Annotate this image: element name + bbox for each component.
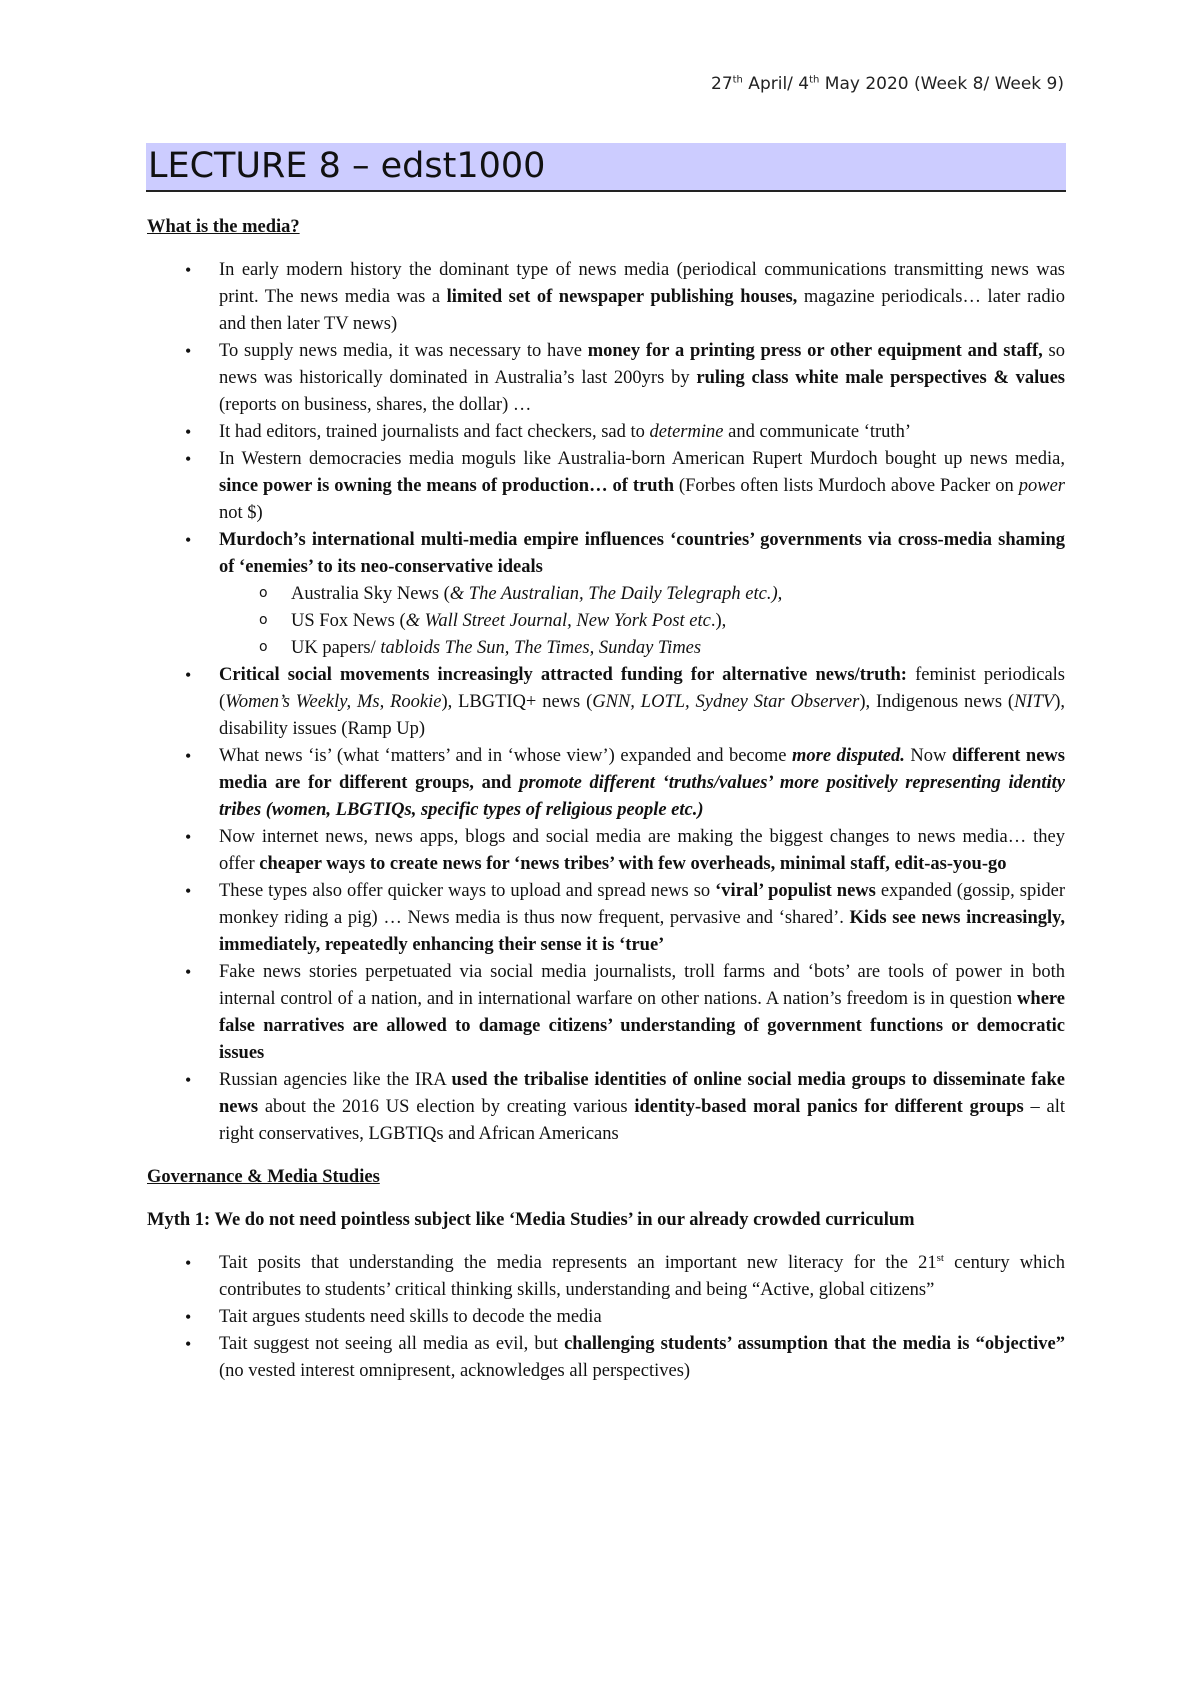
bold-run: Murdoch’s international multi-media empire influences ‘countries’ governments via cross-media shaming of ‘enemies’ to its neo-conservative ideals — [219, 530, 1065, 577]
document-body — [147, 214, 1065, 1401]
italic-run: power — [1018, 476, 1065, 496]
italic-run: GNN, LOTL, Sydney Star Observer — [592, 692, 860, 712]
italic-run: determine — [649, 422, 724, 442]
italic-run: Women’s Weekly, Ms, Rookie — [225, 692, 442, 712]
bullet-item — [147, 1331, 1065, 1385]
bold-run: identity-based moral panics for different groups — [634, 1097, 1024, 1117]
text-run: magazine periodicals… later radio and then later TV news) — [219, 287, 1066, 334]
text-run: (no vested interest omnipresent, acknowledges all perspectives) — [219, 1361, 691, 1381]
bullet-item — [147, 419, 1065, 446]
text-run: century which contributes to students’ critical thinking skills, understanding and being “Active, global citizens” — [219, 1253, 1065, 1300]
bullet-item — [147, 527, 1065, 662]
bullet-item — [147, 338, 1065, 419]
title-bar — [146, 143, 1066, 192]
page-title: LECTURE 8 – edst1000 — [148, 146, 546, 186]
text-run: Tait argues students need skills to decode the media — [219, 1307, 602, 1327]
bold-run: where false narratives are allowed to damage citizens’ understanding of government functions or democratic issues — [219, 989, 1065, 1063]
bold-run: limited set of newspaper publishing houses, — [446, 287, 798, 307]
text-run: so news was historically dominated in Australia’s last 200yrs by — [219, 341, 1065, 388]
bullet-item — [147, 446, 1065, 527]
italic-run: tabloids The Sun, The Times, Sunday Times — [380, 638, 702, 658]
bullet-item — [147, 824, 1065, 878]
text-run: not $) — [219, 503, 263, 523]
bold-italic-run: promote different ‘truths/values’ more positively representing identity tribes (women, LBGTIQs, specific types of religious people etc.) — [219, 773, 1065, 820]
text-run: Tait suggest not seeing all media as evil, but — [219, 1334, 565, 1354]
text-run: US Fox News ( — [291, 611, 406, 631]
sub-list — [219, 581, 1065, 662]
section-heading: What is the media? — [147, 217, 300, 237]
date-text: May 2020 (Week 8/ Week 9) — [819, 74, 1064, 94]
bullet-item — [147, 257, 1065, 338]
text-run: To supply news media, it was necessary to have — [219, 341, 588, 361]
text-run: Now internet news, news apps, blogs and social media are making the biggest changes to news media… they offer — [219, 827, 1065, 874]
text-run: In Western democracies media moguls like Australia-born American Rupert Murdoch bought up news media, — [219, 449, 1065, 469]
bullet-item — [147, 1067, 1065, 1148]
date-text: 27 — [711, 74, 733, 94]
sub-item — [147, 581, 1065, 608]
text-run: ), Indigenous news ( — [859, 692, 1015, 712]
date-suffix: th — [732, 74, 743, 86]
bullet-item — [147, 1250, 1065, 1304]
text-run: ), LBGTIQ+ news ( — [441, 692, 593, 712]
text-run: .), — [710, 611, 727, 631]
bullet-list — [147, 1250, 1065, 1385]
superscript-run: st — [936, 1251, 944, 1264]
text-run: – alt right conservatives, LGBTIQs and African Americans — [219, 1097, 1065, 1144]
sub-item — [147, 635, 1065, 662]
italic-run: NITV — [1014, 692, 1055, 712]
bold-italic-run: more disputed. — [792, 746, 905, 766]
bullet-item — [147, 743, 1065, 824]
bold-run: used the tribalise identities of online social media groups to disseminate fake news — [219, 1070, 1065, 1117]
bullet-item — [147, 662, 1065, 743]
bold-run: Critical social movements increasingly attracted funding for alternative news/truth: — [219, 665, 907, 685]
text-run: Fake news stories perpetuated via social media journalists, troll farms and ‘bots’ are tools of power in both internal control of a nation, and in international warfare on other nations. A nation’s freedom is in question — [219, 962, 1065, 1009]
bold-run: money for a printing press or other equipment and staff, — [587, 341, 1043, 361]
bold-run: challenging students’ assumption that the media is “objective” — [564, 1334, 1065, 1354]
text-run: (Forbes often lists Murdoch above Packer on — [673, 476, 1019, 496]
bold-run: ‘viral’ populist news — [715, 881, 876, 901]
text-run: ), disability issues (Ramp Up) — [219, 692, 1065, 739]
section-heading: Governance & Media Studies — [147, 1167, 380, 1187]
text-run: Australia Sky News ( — [291, 584, 450, 604]
date-text: April/ 4 — [742, 74, 810, 94]
text-run: feminist periodicals ( — [219, 665, 1066, 712]
bold-run: Kids see news increasingly, immediately, repeatedly enhancing their sense it is ‘true’ — [219, 908, 1065, 955]
text-run: expanded (gossip, spider monkey riding a pig) … News media is thus now frequent, pervasive and ‘shared’. — [219, 881, 1065, 928]
text-run: (reports on business, shares, the dollar) … — [219, 395, 532, 415]
text-run: Russian agencies like the IRA — [219, 1070, 452, 1090]
bold-run: ruling class white male perspectives & values — [696, 368, 1066, 388]
text-run: These types also offer quicker ways to upload and spread news so — [219, 881, 716, 901]
sub-item — [147, 608, 1065, 635]
text-run: In early modern history the dominant type of news media (periodical communications transmitting news was print. The news media was a — [219, 260, 1065, 307]
text-run: and communicate ‘truth’ — [723, 422, 911, 442]
text-run: Tait posits that understanding the media represents an important new literacy for the 21 — [219, 1253, 937, 1273]
bullet-list — [147, 257, 1065, 1148]
bold-run: since power is owning the means of production… of truth — [219, 476, 674, 496]
header-date — [711, 74, 1064, 94]
bullet-item — [147, 878, 1065, 959]
bullet-item — [147, 959, 1065, 1067]
text-run: What news ‘is’ (what ‘matters’ and in ‘whose view’) expanded and become — [219, 746, 792, 766]
bullet-item — [147, 1304, 1065, 1331]
text-run: UK papers/ — [291, 638, 381, 658]
bold-run: cheaper ways to create news for ‘news tribes’ with few overheads, minimal staff, edit-as-you-go — [259, 854, 1007, 874]
text-run: It had editors, trained journalists and fact checkers, sad to — [219, 422, 650, 442]
date-suffix: th — [809, 74, 820, 86]
myth-heading: Myth 1: We do not need pointless subject like ‘Media Studies’ in our already crowded curriculum — [147, 1210, 915, 1230]
bold-run: different news media are for different groups, and — [219, 746, 1065, 793]
text-run: about the 2016 US election by creating various — [258, 1097, 635, 1117]
italic-run: & The Australian, The Daily Telegraph etc.), — [449, 584, 783, 604]
italic-run: & Wall Street Journal, New York Post etc — [405, 611, 711, 631]
text-run: Now — [904, 746, 952, 766]
